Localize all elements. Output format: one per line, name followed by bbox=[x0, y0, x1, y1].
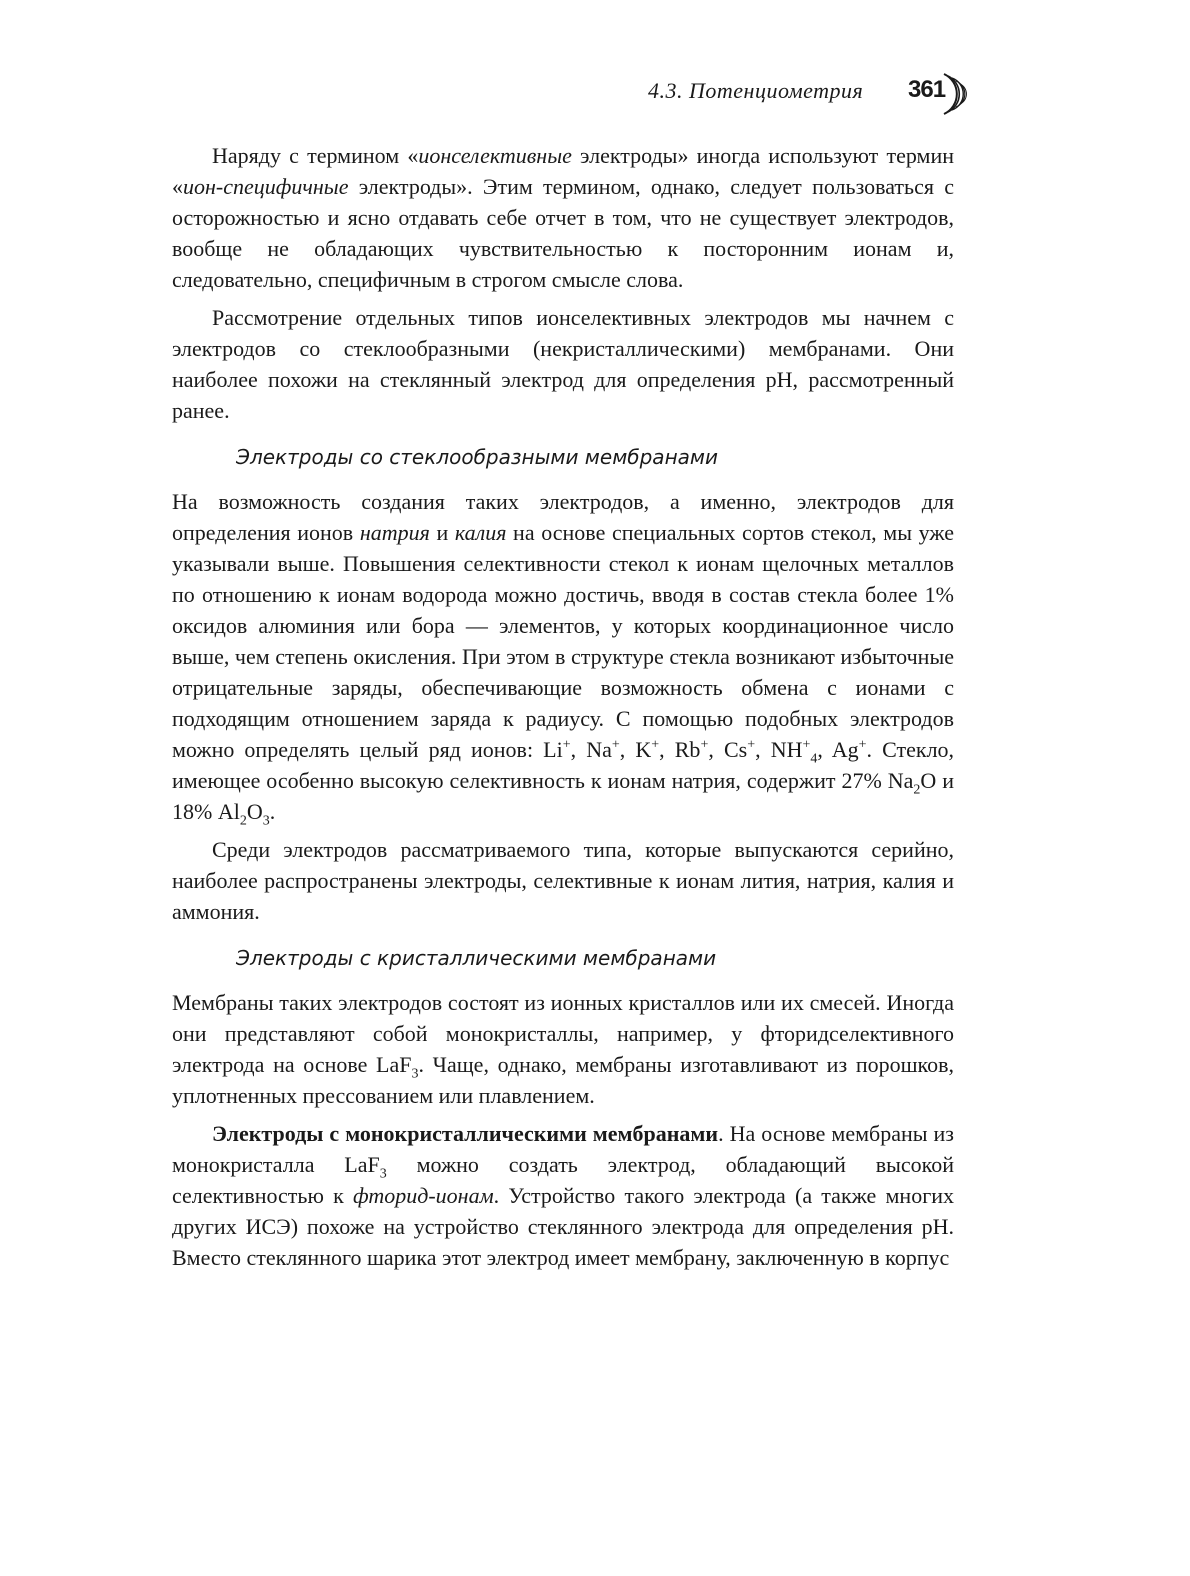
run-in-heading: Электроды с монокристаллическими мембранами bbox=[212, 1121, 719, 1146]
running-title: 4.3. Потенциометрия bbox=[648, 78, 864, 103]
page-number: 361 bbox=[908, 76, 946, 103]
page-header bbox=[640, 68, 980, 120]
paragraph-2: Рассмотрение отдельных типов ионселективных электродов мы начнем с электродов со стеклообразными (некристаллическими) мембранами. Они наиболее похожи на стеклянный электрод для определения pH, рассмотренный ранее. bbox=[172, 305, 954, 423]
paragraph-6: Электроды с монокристаллическими мембранами. На основе мембраны из монокристалла LaF$_3$ можно создать электрод, обладающий высокой селективностью к фторид-ионам. Устройство такого электрода (а также многих других ИСЭ) похоже на устройство стеклянного электрода для определения pH. Вместо стеклянного шарика этот электрод имеет мембрану, заключенную в корпус bbox=[172, 1121, 954, 1270]
page-number-ornament-icon bbox=[940, 68, 980, 120]
section-heading-crystalline-membranes: Электроды с кристаллическими мембранами bbox=[236, 946, 717, 970]
page-body bbox=[172, 140, 954, 1273]
section-heading-glass-membranes: Электроды со стеклообразными мембранами bbox=[236, 445, 718, 469]
paragraph-3: На возможность создания таких электродов, а именно, электродов для определения ионов натрия и калия на основе специальных сортов стекол, мы уже указывали выше. Повышения селективности стекол к ионам щелочных металлов по отношению к ионам водорода можно достичь, вводя в состав стекла более 1% оксидов алюминия или бора — элементов, у которых координационное число выше, чем степень окисления. При этом в структуре стекла возникают избыточные отрицательные заряды, обеспечивающие возможность обмена с ионами с подходящим отношением заряда к радиусу. С помощью подобных электродов можно определять целый ряд ионов: Li+, Na+, K+, Rb+, Cs+, $NH^+_4$, Ag+. Стекло, имеющее особенно высокую селективность к ионам натрия, содержит 27% $Na_2O$ и 18% $Al_2O_3$. bbox=[172, 489, 955, 829]
paragraph-4: Среди электродов рассматриваемого типа, которые выпускаются серийно, наиболее распространены электроды, селективные к ионам лития, натрия, калия и аммония. bbox=[172, 837, 954, 924]
paragraph-5: Мембраны таких электродов состоят из ионных кристаллов или их смесей. Иногда они представляют собой монокристаллы, например, у фторидселективного электрода на основе LaF$_3$. Чаще, однако, мембраны изготавливают из порошков, уплотненных прессованием или плавлением. bbox=[172, 990, 954, 1108]
paragraph-1: Наряду с термином «ионселективные электроды» иногда используют термин «ион-специфичные электроды». Этим термином, однако, следует пользоваться с осторожностью и ясно отдавать себе отчет в том, что не существует электродов, вообще не обладающих чувствительностью к посторонним ионам и, следовательно, специфичным в строгом смысле слова. bbox=[172, 143, 954, 292]
